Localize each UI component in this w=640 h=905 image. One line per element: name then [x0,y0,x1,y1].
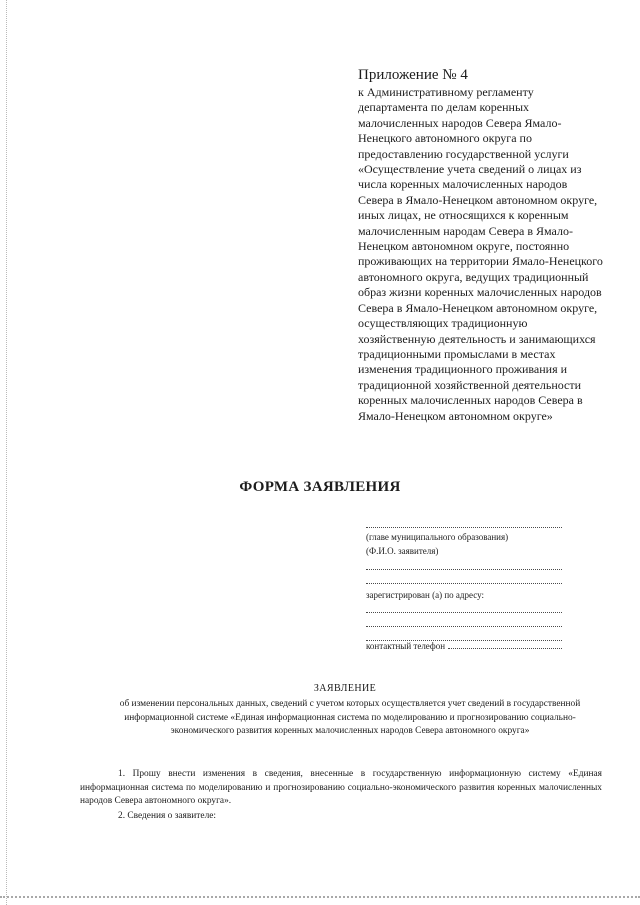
statement-title: ЗАЯВЛЕНИЕ [313,683,377,694]
appendix-title: Приложение № 4 [358,67,468,83]
phone-label: контактный телефон [366,641,446,651]
appendix-body: к Административному регламенту департамента по делам коренных малочисленных народов Севера Ямало-Ненецкого автономного округа по предоставлению государственной услуги «Осуществление учета сведений о лицах из числа коренных малочисленных народов Севера в Ямало-Ненецком автономном округе, иных лицах, не относящихся к коренным малочисленным народам Севера в Ямало-Ненецком автономном округе, постоянно проживающих на территории Ямало-Ненецкого автономного округа, ведущих традиционный образ жизни коренных малочисленных народов Севера в Ямало-Ненецком автономном округе, осуществляющих традиционную хозяйственную деятельность и занимающихся традиционными промыслами в местах изменения традиционного проживания и традиционной хозяйственной деятельности коренных малочисленных народов Севера в Ямало-Ненецком автономном округе» [358,85,603,423]
statement-subtitle: об изменении персональных данных, сведений с учетом которых осуществляется учет сведений в государственной информационной системе «Единая информационная система по моделированию и прогнозированию социально-экономического развития коренных малочисленных народов Севера автономного округа» [119,699,581,736]
paragraph-2: 2. Сведения о заявителе: [118,811,217,821]
municipality-caption: (главе муниципального образования) [366,532,509,542]
phone-field [366,641,562,651]
fill-line-applicant-2 [366,583,562,584]
fill-line-address-1 [366,612,562,613]
applicant-caption: (Ф.И.О. заявителя) [366,546,439,556]
scan-edge-bottom [0,896,640,898]
registered-address-caption: зарегистрирован (а) по адресу: [366,590,484,600]
form-title: ФОРМА ЗАЯВЛЕНИЯ [239,479,401,495]
paragraph-1: 1. Прошу внести изменения в сведения, внесенные в государственную информационную систему «Единая информационная система по моделированию и прогнозированию социально-экономического развития коренных малочисленных народов Севера автономного округа». [80,769,602,806]
fill-line-applicant-1 [366,569,562,570]
fill-line-municipality [366,527,562,528]
fill-line-address-2 [366,626,562,627]
appendix-block [358,66,603,424]
phone-fill-line [448,648,562,649]
scan-edge-left [6,0,7,905]
